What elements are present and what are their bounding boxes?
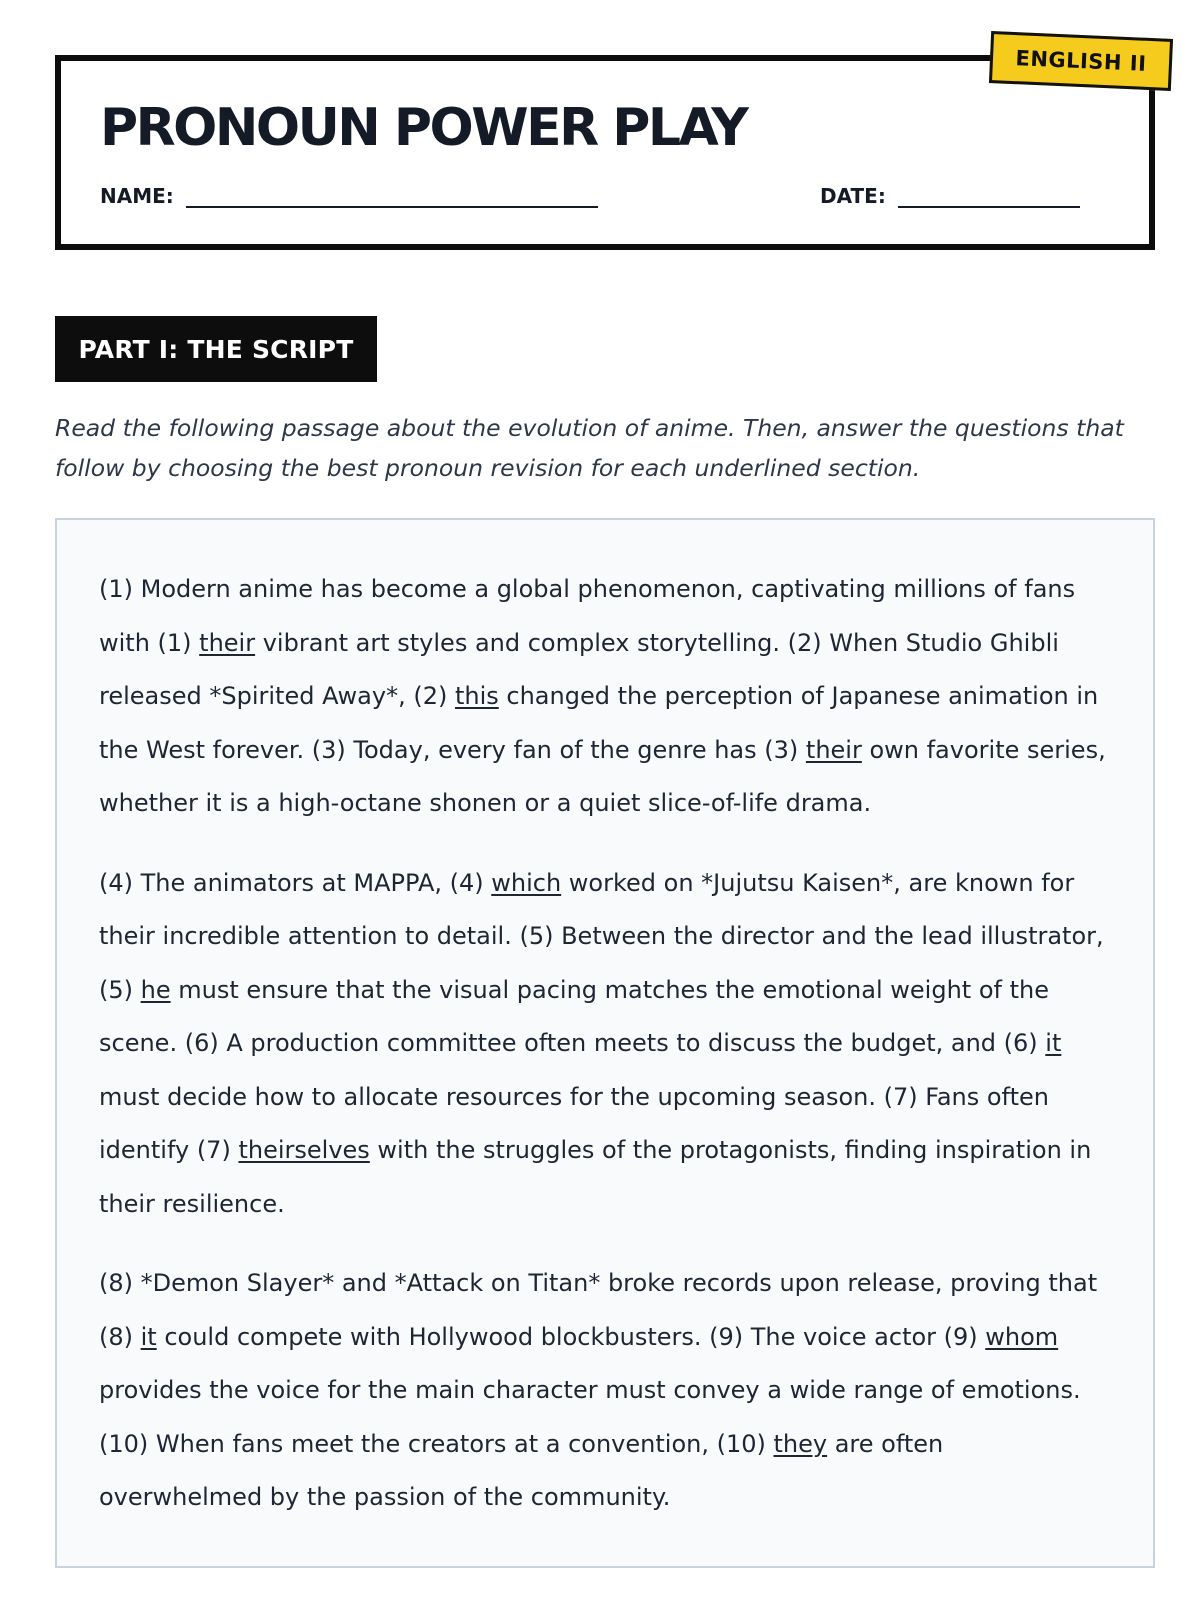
- section-banner: PART I: THE SCRIPT: [55, 316, 377, 382]
- passage-paragraph-3: [99, 1257, 1113, 1525]
- underlined-pronoun: they: [773, 1429, 828, 1458]
- passage-text: are often overwhelmed by the passion of the community.: [99, 1429, 944, 1511]
- instructions: Read the following passage about the evolution of anime. Then, answer the questions that follow by choosing the best pronoun revision for each underlined section.: [55, 414, 1124, 482]
- passage-text: vibrant art styles and complex storytelling. (2) When Studio Ghibli released *Spirited Away*, (2): [99, 628, 1059, 710]
- underlined-pronoun: this: [454, 682, 499, 710]
- passage-text: must decide how to allocate resources for the upcoming season. (7) Fans often identify (7): [99, 1082, 1049, 1164]
- subject-tag: ENGLISH II: [989, 31, 1173, 91]
- date-field[interactable]: [898, 206, 1080, 208]
- name-label: NAME:: [100, 184, 174, 208]
- passage-box: [55, 518, 1155, 1568]
- underlined-pronoun: theirselves: [238, 1136, 370, 1164]
- underlined-pronoun: it: [140, 1322, 157, 1351]
- passage-paragraph-2: [99, 857, 1113, 1232]
- passage-text: (8) *Demon Slayer* and *Attack on Titan* broke records upon release, proving that (8): [99, 1269, 1098, 1351]
- underlined-pronoun: which: [491, 868, 562, 897]
- passage-text: must ensure that the visual pacing matches the emotional weight of the scene. (6) A production committee often meets to discuss the budget, and (6): [99, 975, 1049, 1057]
- worksheet-title: PRONOUN POWER PLAY: [100, 98, 747, 158]
- underlined-pronoun: their: [805, 735, 862, 764]
- passage-text: worked on *Jujutsu Kaisen*, are known for their incredible attention to detail. (5) Between the director and the lead illustrator, (5): [99, 868, 1104, 1004]
- passage-text: provides the voice for the main character must convey a wide range of emotions. (10) When fans meet the creators at a convention, (10): [99, 1376, 1081, 1458]
- passage-text: (1) Modern anime has become a global phenomenon, captivating millions of fans with (1): [99, 575, 1076, 657]
- underlined-pronoun: their: [199, 628, 256, 657]
- passage-paragraph-1: [99, 563, 1113, 831]
- underlined-pronoun: whom: [985, 1322, 1059, 1351]
- underlined-pronoun: it: [1045, 1029, 1062, 1057]
- passage-text: own favorite series, whether it is a high-octane shonen or a quiet slice-of-life drama.: [99, 735, 1106, 817]
- name-field[interactable]: [186, 206, 598, 208]
- passage-text: with the struggles of the protagonists, finding inspiration in their resilience.: [99, 1136, 1092, 1218]
- date-label: DATE:: [820, 184, 886, 208]
- passage-text: (4) The animators at MAPPA, (4): [99, 868, 492, 897]
- underlined-pronoun: he: [140, 975, 171, 1004]
- passage-text: changed the perception of Japanese animation in the West forever. (3) Today, every fan of the genre has (3): [99, 682, 1099, 764]
- passage-text: could compete with Hollywood blockbusters. (9) The voice actor (9): [156, 1322, 986, 1351]
